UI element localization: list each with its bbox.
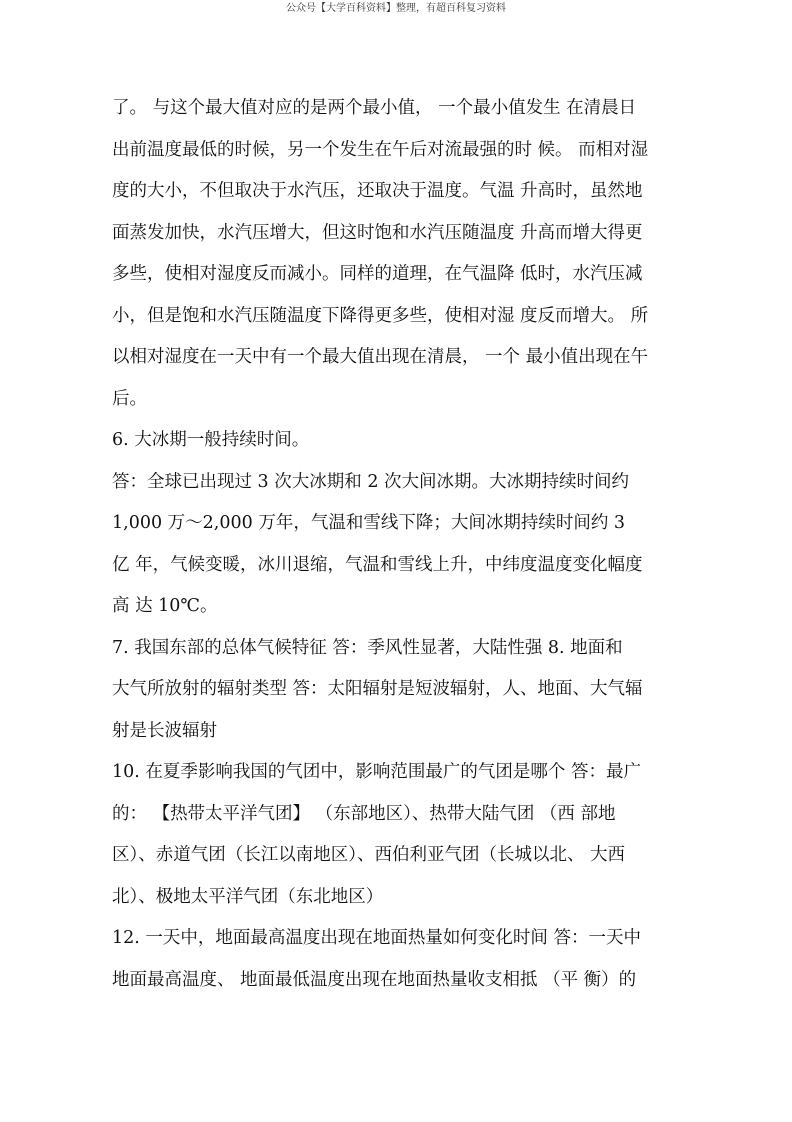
text-line: 区）、赤道气团（长江以南地区）、西伯利亚气团（长城以北、 大西 (112, 845, 626, 865)
text-line: 答：全球已出现过 3 次大冰期和 2 次大间冰期。大冰期持续时间约 (112, 471, 630, 492)
text-line: 北）、极地太平洋气团（东北地区） (112, 886, 384, 907)
text-line: 小，但是饱和水汽压随温度下降得更多些，使相对湿 度反而增大。 所 (112, 305, 649, 326)
text-line: 1,000 万～2,000 万年，气温和雪线下降；大间冰期持续时间约 3 (112, 513, 626, 533)
question-heading: 12. 一天中，地面最高温度出现在地面热量如何变化时间 答：一天中 (112, 928, 641, 948)
question-heading: 10. 在夏季影响我国的气团中，影响范围最广的气团是哪个 答：最广 (112, 762, 641, 782)
text-line: 高 达 10℃。 (112, 596, 218, 616)
question-heading: 6. 大冰期一般持续时间。 (112, 430, 310, 450)
page-header: 公众号【大学百科资料】整理，有超百科复习资料 (286, 3, 506, 14)
text-line: 射是长波辐射 (112, 720, 217, 741)
text-line: 大气所放射的辐射类型 答：太阳辐射是短波辐射，人、地面、大气辐 (112, 679, 643, 699)
text-line: 亿 年，气候变暖，冰川退缩，气温和雪线上升，中纬度温度变化幅度 (112, 554, 643, 575)
text-line: 了。 与这个最大值对应的是两个最小值， 一个最小值发生 在清晨日 (112, 98, 637, 118)
text-line: 的： 【热带太平洋气团】 （东部地区）、热带大陆气团 （西 部地 (112, 803, 616, 824)
document-body (112, 88, 678, 1001)
text-line: 后。 (112, 388, 147, 409)
text-line: 出前温度最低的时候，另一个发生在午后对流最强的时 候。 而相对湿 (112, 139, 649, 160)
text-line: 以相对湿度在一天中有一个最大值出现在清晨， 一个 最小值出现在午 (112, 347, 649, 367)
text-line: 面蒸发加快，水汽压增大，但这时饱和水汽压随温度 升高而增大得更 (112, 222, 643, 243)
text-line: 度的大小，不但取决于水汽压，还取决于温度。气温 升高时，虽然地 (112, 181, 643, 201)
question-heading: 7. 我国东部的总体气候特征 答：季风性显著，大陆性强 8. 地面和 (112, 637, 623, 658)
text-line: 多些，使相对湿度反而减小。同样的道理，在气温降 低时，水汽压减 (112, 264, 643, 284)
text-line: 地面最高温度、 地面最低温度出现在地面热量收支相抵 （平 衡）的 (112, 969, 637, 990)
